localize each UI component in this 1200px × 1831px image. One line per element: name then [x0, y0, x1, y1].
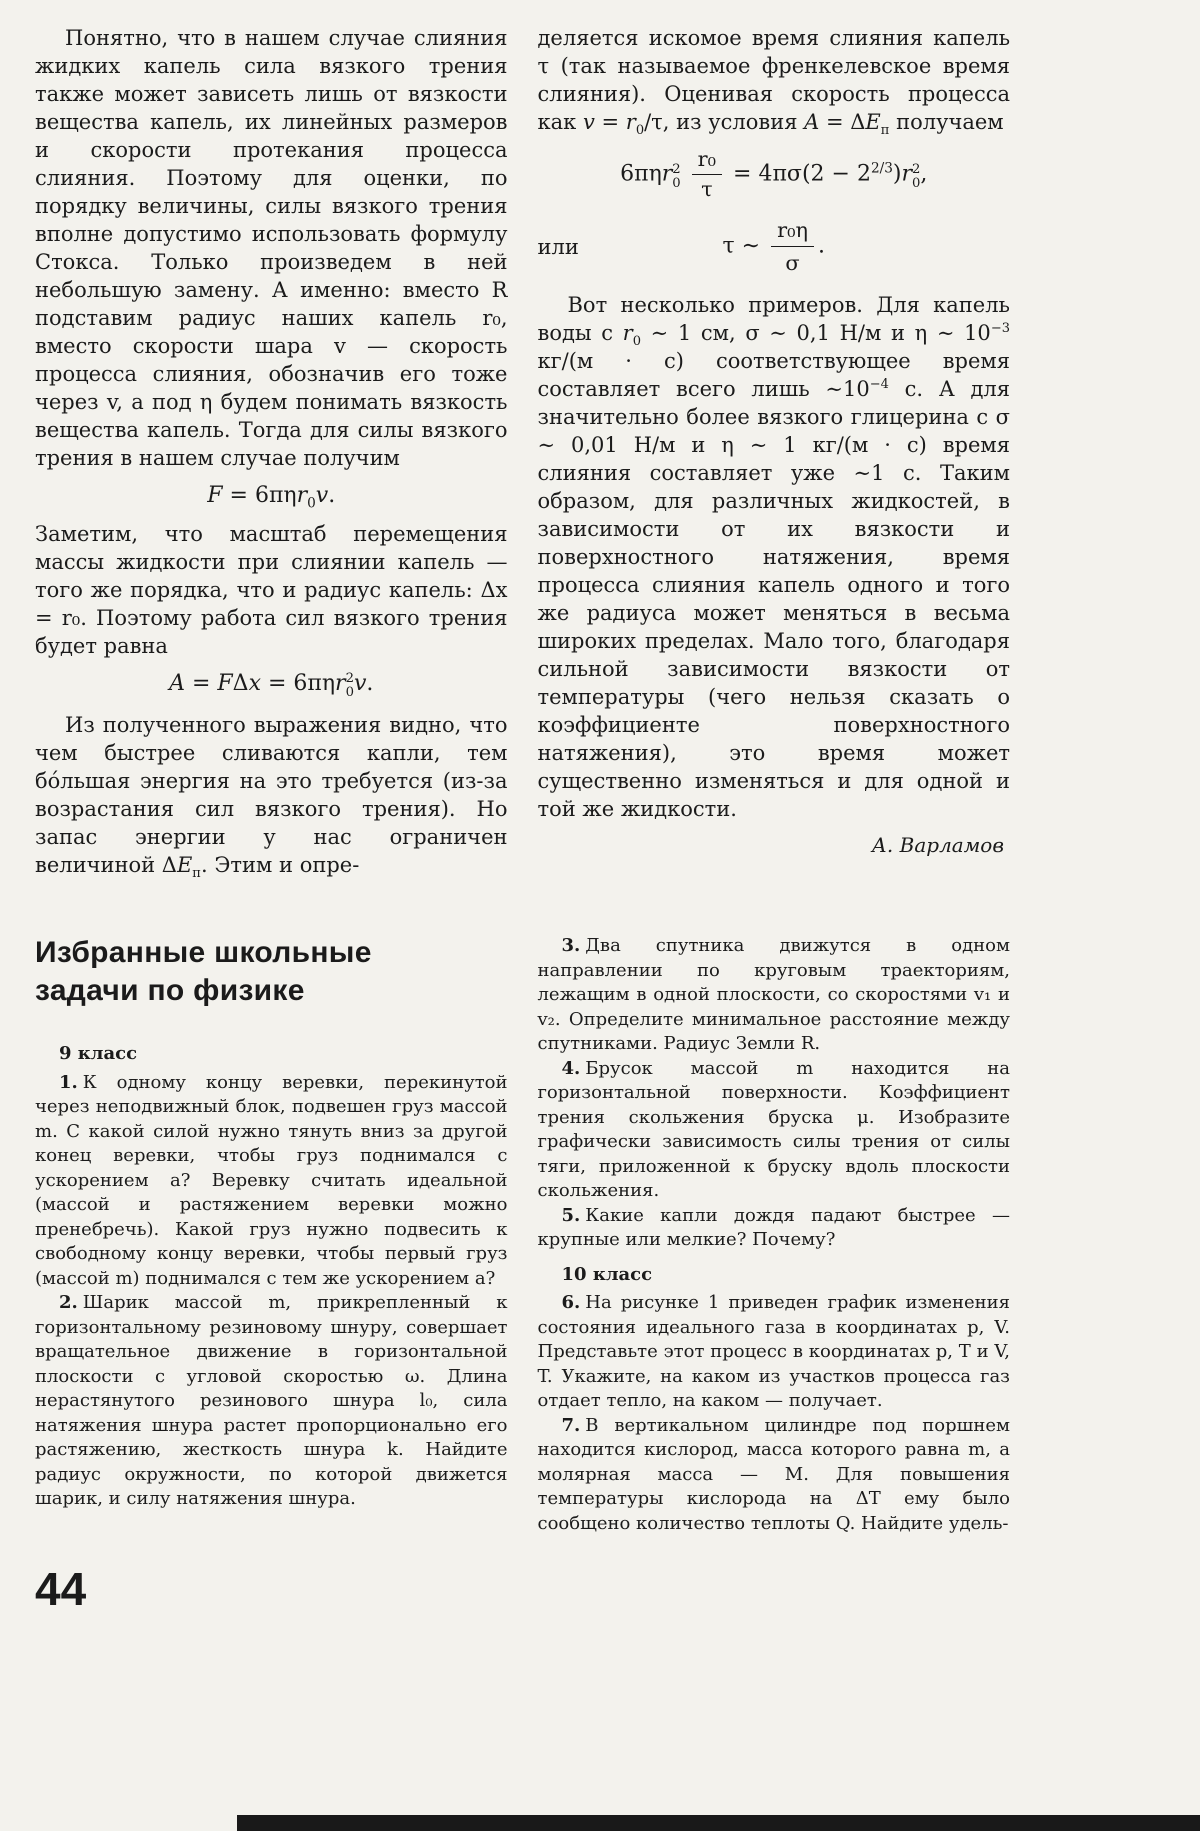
problem-number: 4. — [561, 1057, 581, 1079]
problem-number: 1. — [59, 1071, 78, 1093]
paragraph: Заметим, что масштаб перемещения массы жидкости при слиянии капель — того же порядка, что и радиус капель: Δx = r₀. Поэтому работа сил вязкого трения будет равна — [35, 522, 508, 659]
formula-tau-row — [538, 216, 1011, 277]
problem-number: 5. — [561, 1204, 581, 1226]
problem-item — [35, 1291, 508, 1512]
problem-text: К одному концу веревки, перекинутой через неподвижный блок, подвешен груз массой m. С какой силой нужно тянуть вниз за другой конец веревки, чтобы груз поднимался с ускорением a? Веревку считать идеальной (массой и растяжением веревки можно пренебречь). Какой груз нужно подвесить к свободному концу веревки, чтобы первый груз (массой m) поднимался с тем же ускорением a? — [35, 1071, 508, 1289]
problem-text: Брусок массой m находится на горизонтальной поверхности. Коэффициент трения скольжения бруска μ. Изобразите графически зависимость силы трения от силы тяги, приложенной к бруску вдоль плоскости скольжения. — [537, 1057, 1010, 1202]
problem-text: Какие капли дождя падают быстрее — крупные или мелкие? Почему? — [537, 1204, 1010, 1251]
paragraph: Понятно, что в нашем случае слияния жидких капель сила вязкого трения также может зависеть лишь от вязкости вещества капель, их линейных размеров и скорости протекания процесса слияния. Поэтому для оценки, по порядку величины, силы вязкого трения вполне допустимо использовать формулу Стокса. Только произведем в ней небольшую замену. А именно: вместо R подставим радиус наших капель r₀, вместо скорости шара v — скорость процесса слияния, обозначив его тоже через v, а под η будем понимать вязкость вещества капель. Тогда для силы вязкого трения в нашем случае получим — [35, 26, 508, 470]
problem-item — [538, 1204, 1011, 1253]
problem-number: 6. — [561, 1292, 581, 1314]
problem-number: 3. — [561, 935, 581, 957]
formula-friction-work: A = FΔx = 6πηr 2 0 v. — [169, 671, 374, 701]
problem-item — [538, 1414, 1011, 1537]
author-signature: А. Варламов — [871, 833, 1004, 858]
problems-section — [35, 934, 1010, 1536]
problem-item — [538, 1057, 1011, 1204]
problem-text: Шарик массой m, прикрепленный к горизонтальному резиновому шнуру, совершает вращательное движение в горизонтальной плоскости с угловой скоростью ω. Длина нерастянутого резинового шнура l₀, сила натяжения шнура растет пропорционально его растяжению, жесткость шнура k. Найдите радиус окружности, по которой движется шарик, и силу натяжения шнура. — [35, 1292, 508, 1510]
problem-item — [538, 934, 1011, 1057]
problem-text: В вертикальном цилиндре под поршнем находится кислород, масса которого равна m, а молярная масса — M. Для повышения температуры кислорода на ΔT ему было сообщено количество теплоты Q. Найдите удель- — [537, 1414, 1010, 1534]
page-number: 44 — [35, 1563, 87, 1616]
grade-10-heading: 10 класс — [561, 1263, 653, 1285]
problem-number: 2. — [59, 1292, 78, 1314]
problems-left-column — [35, 934, 508, 1536]
problem-number: 7. — [561, 1414, 581, 1436]
problem-item — [538, 1291, 1011, 1414]
or-label: или — [537, 234, 579, 259]
formula-viscous-force: F = 6πηr$_0$v. — [207, 483, 336, 512]
paragraph: Из полученного выражения видно, что чем быстрее сливаются капли, тем бо́льшая энергия на это требуется (из-за возрастания сил вязкого трения). Но запас энергии у нас ограничен величиной $\Delta E_п$. Этим и опре- — [35, 713, 508, 882]
problems-title: Избранные школьные задачи по физике — [35, 936, 372, 1008]
problem-item — [35, 1071, 508, 1292]
problem-text: На рисунке 1 приведен график изменения состояния идеального газа в координатах p, V. Представьте этот процесс в координатах p, T и V, T. Укажите, на каком из участков процесса газ отдает тепло, на каком — получает. — [537, 1292, 1010, 1412]
formula-energy-balance: 6πηr 2 0 $\frac{\text{r₀}}{\tau}$ = $4\pi\sigma(2 - 2^{2/3})r$ 2 0 , — [620, 147, 928, 202]
formula-tau: τ ∼ $\frac{\text{r₀η}}{\sigma}$ . — [722, 218, 825, 276]
page-content — [35, 24, 1010, 1616]
problem-text: Два спутника движутся в одном направлении по круговым траекториям, лежащим в одной плоскости, со скоростями v₁ и v₂. Определите минимальное расстояние между спутниками. Радиус Земли R. — [537, 935, 1010, 1055]
problems-right-column — [538, 934, 1011, 1536]
article-right-column — [538, 24, 1011, 879]
paragraph: Вот несколько примеров. Для капель воды с $r_0$ ∼ 1 см, σ ∼ 0,1 Н/м и η ∼ $10^{-3}$ кг/(м · с) соответствующее время составляет всего лишь $\sim 10^{-4}$ с. А для значительно более вязкого глицерина с σ ∼ 0,01 Н/м и η ∼ 1 кг/(м · с) время слияния составляет уже ∼1 с. Таким образом, для различных жидкостей, в зависимости от их вязкости и поверхностного натяжения, время процесса слияния капель одного и того же радиуса может меняться в весьма широких пределах. Мало того, благодаря сильной зависимости вязкости от температуры (чего нельзя сказать о коэффициенте поверхностного натяжения), это время может существенно изменяться и для одной и той же жидкости. — [537, 293, 1010, 822]
article-droplet-coalescence — [35, 24, 1010, 882]
bottom-scan-bar — [237, 1815, 1200, 1831]
grade-9-heading: 9 класс — [59, 1043, 138, 1065]
article-left-column — [35, 24, 508, 882]
paragraph: деляется искомое время слияния капель τ (так называемое френкелевское время слияния). Оценивая скорость процесса как $v = r_0/\tau$, из условия $A = \Delta E_п$ получаем — [537, 26, 1010, 139]
